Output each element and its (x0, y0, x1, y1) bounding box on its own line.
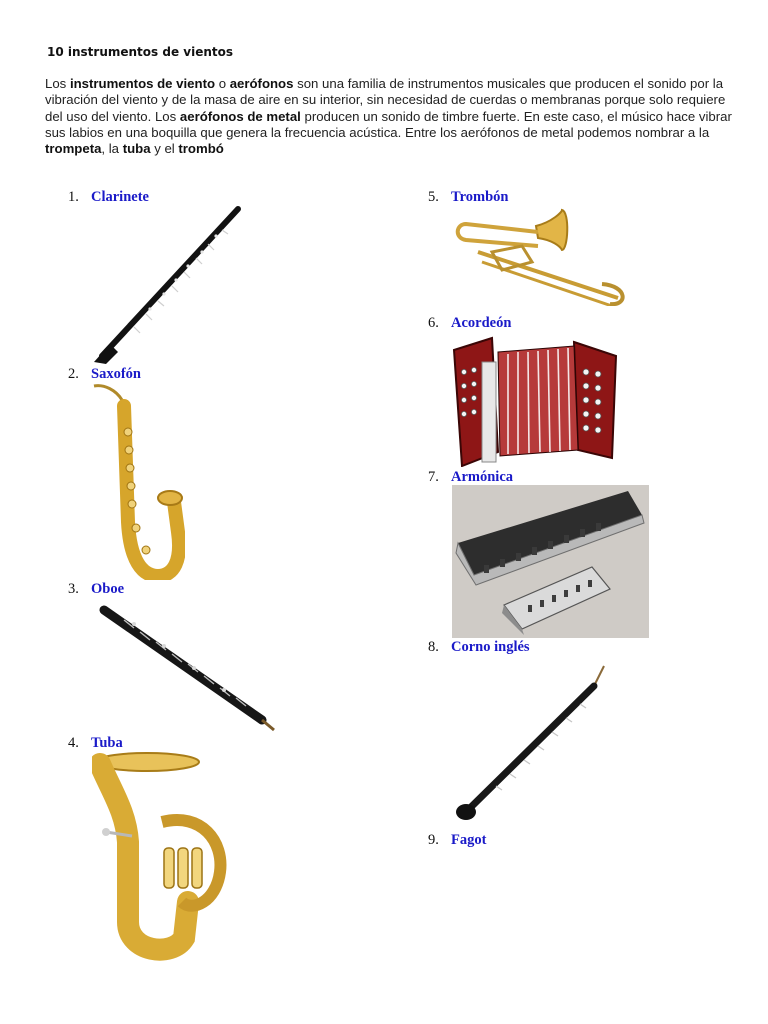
instrument-name: Saxofón (91, 366, 141, 382)
list-number: 4. (68, 735, 79, 751)
list-number: 2. (68, 366, 79, 382)
intro-text-4: producen un sonido de timbre fuerte. En este caso, el músico hace vibrar sus labios en una boquilla que genera la frecuencia acústica. Entre los aerófonos de metal podemos nombrar a la (45, 108, 732, 140)
list-number: 8. (428, 639, 439, 655)
instrument-name: Fagot (451, 832, 487, 848)
intro-bold-5: tuba (122, 141, 151, 157)
intro-bold-1: instrumentos de viento (69, 76, 216, 91)
list-item-oboe (68, 580, 124, 598)
list-item-fagot (428, 831, 486, 849)
intro-paragraph (45, 76, 735, 157)
saxophone-image (90, 382, 185, 580)
list-item-trombon (428, 188, 508, 206)
intro-text-2: o (215, 76, 230, 91)
intro-bold-4: trompeta (45, 141, 102, 157)
intro-text-3: son una familia de instrumentos musicales que producen el sonido por la vibración del viento y de la masa de aire en su interior, sin necesidad de cuerdas o membranas porque solo requiere del uso del viento. Los (45, 76, 726, 124)
instrument-name: Acordeón (451, 315, 512, 331)
list-item-saxofon (68, 365, 141, 383)
clarinet-image (88, 206, 243, 364)
intro-bold-2: aerófonos (229, 76, 294, 91)
list-number: 5. (428, 189, 439, 205)
list-number: 1. (68, 189, 79, 205)
list-item-tuba (68, 734, 123, 752)
list-item-clarinete (68, 188, 149, 206)
harmonica-image (452, 485, 649, 638)
oboe-image (94, 598, 276, 734)
list-item-acordeon (428, 314, 511, 332)
list-item-armonica (428, 468, 513, 486)
list-number: 9. (428, 832, 439, 848)
document-title: 10 instrumentos de vientos (47, 45, 234, 59)
instrument-name: Armónica (451, 469, 514, 485)
list-number: 6. (428, 315, 439, 331)
instrument-name: Clarinete (91, 189, 149, 205)
trombone-image (452, 206, 630, 306)
intro-bold-6: trombó (178, 141, 224, 157)
intro-text-6: y el (150, 141, 179, 157)
intro-text-1: Los (45, 76, 70, 91)
instrument-name: Corno inglés (451, 639, 530, 655)
instrument-name: Tuba (91, 735, 123, 751)
list-item-corno-ingles (428, 638, 530, 656)
accordion-image (452, 332, 620, 467)
instrument-name: Trombón (451, 189, 509, 205)
intro-bold-3: aerófonos de metal (179, 108, 301, 124)
intro-text-5: , la (101, 141, 123, 157)
english-horn-image (452, 664, 620, 826)
list-number: 3. (68, 581, 79, 597)
tuba-image (92, 752, 232, 962)
list-number: 7. (428, 469, 439, 485)
instrument-name: Oboe (91, 581, 125, 597)
